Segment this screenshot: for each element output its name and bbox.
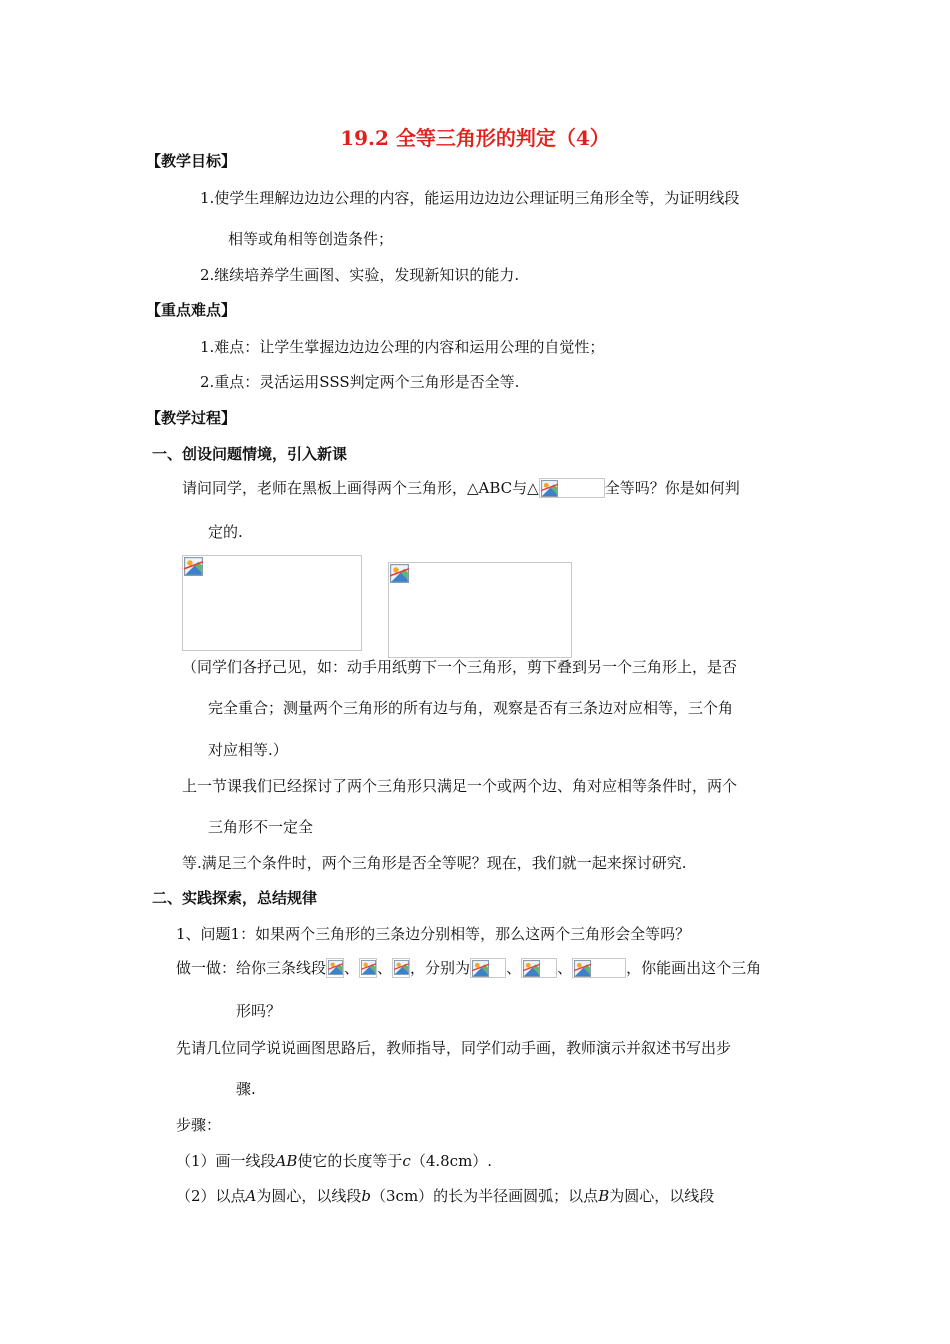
question-line2: 定的. <box>208 523 243 541</box>
process-heading: 【教学过程】 <box>146 409 237 427</box>
point-b-label: B <box>598 1187 610 1205</box>
separator: 、 <box>557 959 573 977</box>
key-point-text: 2.重点：灵活运用SSS判定两个三角形是否全等. <box>200 373 520 391</box>
triangle-name-image <box>539 478 605 498</box>
try-prefix: 做一做：给你三条线段 <box>176 959 327 977</box>
problem-1: 1、问题1：如果两个三角形的三条边分别相等，那么这两个三角形会全等吗？ <box>176 925 691 943</box>
step2-text-a: （2）以点 <box>176 1187 246 1205</box>
review-line3: 等.满足三个条件时，两个三角形是否全等呢？现在，我们就一起来探讨研究. <box>182 854 687 872</box>
try-line <box>176 958 761 978</box>
segment-b-image <box>359 958 377 978</box>
separator: 、 <box>344 959 360 977</box>
point-a-label: A <box>245 1187 257 1205</box>
objectives-heading: 【教学目标】 <box>146 152 237 170</box>
page-title: 19.2 全等三角形的判定（4） <box>340 126 610 150</box>
step1-text-a: （1）画一线段 <box>176 1152 276 1170</box>
length-c-image <box>572 958 626 978</box>
step-2 <box>176 1186 714 1206</box>
segment-b-label: b <box>361 1187 372 1205</box>
try-suffix: ，你能画出这个三角 <box>626 959 762 977</box>
step-1 <box>176 1151 492 1171</box>
separator: 、 <box>377 959 393 977</box>
invite-line2: 骤. <box>236 1080 256 1098</box>
difficulty-text: 1.难点：让学生掌握边边边公理的内容和运用公理的自觉性； <box>200 338 605 356</box>
answer-line3: 对应相等.） <box>208 741 288 759</box>
broken-image-icon <box>390 564 409 583</box>
objective-2: 2.继续培养学生画图、实验，发现新知识的能力. <box>200 266 520 284</box>
triangle-def-figure <box>388 562 572 658</box>
part2-heading: 二、实践探索，总结规律 <box>152 889 318 907</box>
part1-heading: 一、创设问题情境，引入新课 <box>152 445 348 463</box>
answer-line1: （同学们各抒己见，如：动手用纸剪下一个三角形，剪下叠到另一个三角形上，是否 <box>182 658 738 676</box>
objective-1-line2: 相等或角相等创造条件； <box>228 230 394 248</box>
broken-image-icon <box>574 960 591 977</box>
question-text-before: 请问同学，老师在黑板上画得两个三角形，△ABC与△ <box>182 479 539 497</box>
step1-text-b: 使它的长度等于 <box>297 1152 403 1170</box>
length-b-image <box>521 958 557 978</box>
broken-image-icon <box>361 960 376 975</box>
triangle-abc-figure <box>182 555 362 651</box>
separator: 、 <box>506 959 522 977</box>
length-a-image <box>470 958 506 978</box>
question-text-after: 全等吗？你是如何判 <box>604 479 740 497</box>
try-line2: 形吗？ <box>236 1002 282 1020</box>
broken-image-icon <box>472 960 489 977</box>
broken-image-icon <box>184 557 203 576</box>
step2-text-b: 为圆心，以线段 <box>256 1187 362 1205</box>
broken-image-icon <box>523 960 540 977</box>
broken-image-icon <box>541 480 558 497</box>
review-line1: 上一节课我们已经探讨了两个三角形只满足一个或两个边、角对应相等条件时，两个 <box>182 777 738 795</box>
segment-c-label: c <box>402 1152 411 1170</box>
segment-ab-label: AB <box>275 1152 298 1170</box>
key-difficulty-heading: 【重点难点】 <box>146 301 237 319</box>
invite-line1: 先请几位同学说说画图思路后，教师指导，同学们动手画，教师演示并叙述书写出步 <box>176 1039 732 1057</box>
objective-1-line1: 1.使学生理解边边边公理的内容，能运用边边边公理证明三角形全等，为证明线段 <box>200 189 740 207</box>
step2-text-d: 为圆心，以线段 <box>609 1187 715 1205</box>
step2-text-c: （3cm）的长为半径画圆弧；以点 <box>371 1187 599 1205</box>
broken-image-icon <box>328 960 343 975</box>
review-line2: 三角形不一定全 <box>208 818 314 836</box>
answer-line2: 完全重合；测量两个三角形的所有边与角，观察是否有三条边对应相等，三个角 <box>208 699 734 717</box>
step1-text-d: （4.8cm）. <box>410 1152 493 1170</box>
broken-image-icon <box>394 960 409 975</box>
question-line <box>182 478 740 498</box>
separator: ，分别为 <box>410 959 471 977</box>
segment-c-image <box>392 958 410 978</box>
steps-label: 步骤： <box>176 1116 222 1134</box>
segment-a-image <box>326 958 344 978</box>
